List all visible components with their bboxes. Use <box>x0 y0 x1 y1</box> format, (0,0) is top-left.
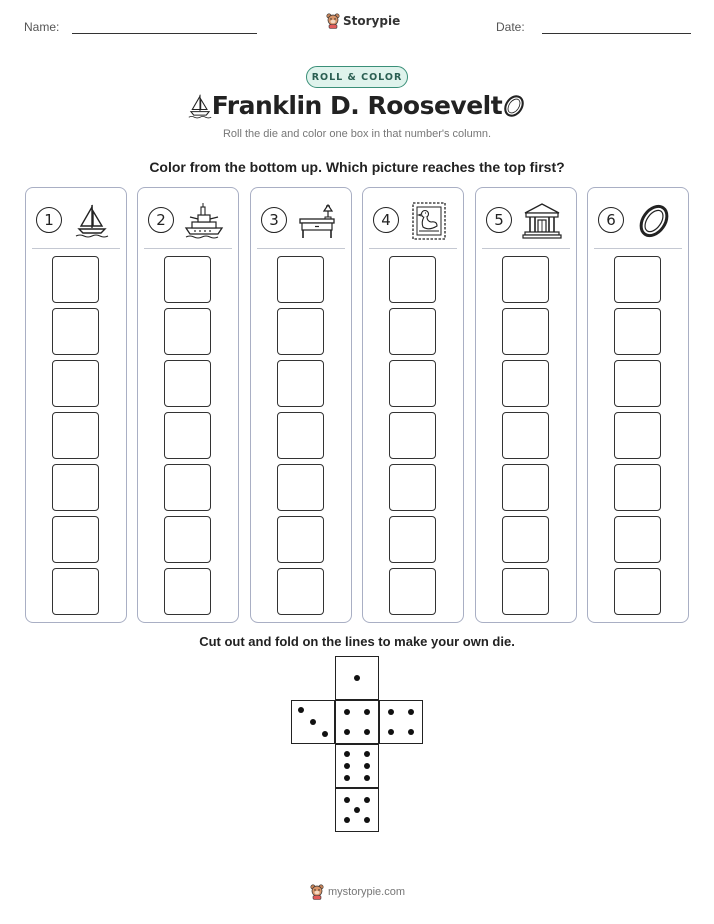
duck-stamp-icon <box>409 202 449 240</box>
color-box[interactable] <box>502 464 549 511</box>
color-box[interactable] <box>389 360 436 407</box>
color-box[interactable] <box>52 464 99 511</box>
die-pip <box>364 797 370 803</box>
bear-mascot-icon <box>310 884 324 900</box>
color-box[interactable] <box>52 412 99 459</box>
die-pip <box>364 751 370 757</box>
color-box[interactable] <box>389 464 436 511</box>
die-face-6 <box>335 744 379 788</box>
column-number: 5 <box>486 207 512 233</box>
die-pip <box>408 709 414 715</box>
die-pip <box>344 817 350 823</box>
color-box[interactable] <box>389 308 436 355</box>
color-box[interactable] <box>389 516 436 563</box>
die-pip <box>344 797 350 803</box>
date-label: Date: <box>496 20 525 34</box>
die-pip <box>344 709 350 715</box>
color-box[interactable] <box>164 568 211 615</box>
color-box[interactable] <box>389 568 436 615</box>
color-box[interactable] <box>277 360 324 407</box>
bear-mascot-icon <box>326 13 340 29</box>
column-divider <box>369 248 457 249</box>
die-face-4 <box>335 700 379 744</box>
color-box[interactable] <box>502 360 549 407</box>
column-1 <box>25 187 127 623</box>
color-box[interactable] <box>502 308 549 355</box>
color-box[interactable] <box>614 256 661 303</box>
die-face-5 <box>335 788 379 832</box>
die-instruction: Cut out and fold on the lines to make your own die. <box>199 634 515 649</box>
desk-icon <box>297 202 337 240</box>
color-box[interactable] <box>614 412 661 459</box>
name-label: Name: <box>24 20 60 34</box>
column-number: 6 <box>598 207 624 233</box>
column-number: 4 <box>373 207 399 233</box>
column-divider <box>594 248 682 249</box>
color-box[interactable] <box>164 516 211 563</box>
color-box[interactable] <box>614 360 661 407</box>
die-pip <box>388 729 394 735</box>
color-box[interactable] <box>614 516 661 563</box>
column-5 <box>475 187 577 623</box>
color-box[interactable] <box>52 308 99 355</box>
column-4 <box>362 187 464 623</box>
color-box[interactable] <box>164 464 211 511</box>
die-pip <box>344 751 350 757</box>
color-box[interactable] <box>52 568 99 615</box>
column-number: 1 <box>36 207 62 233</box>
die-pip <box>364 763 370 769</box>
die-pip <box>354 807 360 813</box>
die-pip <box>298 707 304 713</box>
name-line[interactable] <box>72 33 257 34</box>
column-3 <box>250 187 352 623</box>
color-instruction: Color from the bottom up. Which picture reaches the top first? <box>149 159 565 175</box>
die-pip <box>364 709 370 715</box>
column-number: 2 <box>148 207 174 233</box>
ring-icon <box>500 92 528 120</box>
color-box[interactable] <box>614 308 661 355</box>
die-pip <box>408 729 414 735</box>
die-pip <box>364 817 370 823</box>
die-pip <box>322 731 328 737</box>
color-box[interactable] <box>164 360 211 407</box>
building-icon <box>522 202 562 240</box>
column-6 <box>587 187 689 623</box>
color-box[interactable] <box>52 360 99 407</box>
date-line[interactable] <box>542 33 691 34</box>
color-box[interactable] <box>164 412 211 459</box>
die-face-2 <box>379 700 423 744</box>
sailboat-icon <box>72 202 112 240</box>
column-divider <box>144 248 232 249</box>
brand-name: Storypie <box>343 14 401 28</box>
color-box[interactable] <box>277 464 324 511</box>
die-pip <box>310 719 316 725</box>
footer <box>310 884 405 900</box>
color-box[interactable] <box>277 516 324 563</box>
page-title: Franklin D. Roosevelt <box>211 91 503 120</box>
color-box[interactable] <box>614 464 661 511</box>
color-box[interactable] <box>502 568 549 615</box>
die-pip <box>344 775 350 781</box>
footer-url[interactable]: mystorypie.com <box>328 886 406 898</box>
ring-icon <box>634 202 674 240</box>
color-box[interactable] <box>614 568 661 615</box>
color-box[interactable] <box>164 256 211 303</box>
die-face-3 <box>291 700 335 744</box>
column-divider <box>32 248 120 249</box>
die-pip <box>344 763 350 769</box>
color-box[interactable] <box>52 256 99 303</box>
color-box[interactable] <box>502 516 549 563</box>
column-divider <box>257 248 345 249</box>
color-box[interactable] <box>277 568 324 615</box>
color-box[interactable] <box>52 516 99 563</box>
color-box[interactable] <box>164 308 211 355</box>
color-box[interactable] <box>277 256 324 303</box>
battleship-icon <box>184 202 224 240</box>
die-pip <box>364 729 370 735</box>
die-pip <box>354 675 360 681</box>
die-pip <box>344 729 350 735</box>
die-pip <box>364 775 370 781</box>
die-pip <box>388 709 394 715</box>
color-box[interactable] <box>277 412 324 459</box>
brand-logo <box>326 13 400 29</box>
color-box[interactable] <box>389 412 436 459</box>
color-box[interactable] <box>277 308 324 355</box>
color-box[interactable] <box>389 256 436 303</box>
roll-color-badge: ROLL & COLOR <box>306 66 408 88</box>
column-number: 3 <box>261 207 287 233</box>
color-box[interactable] <box>502 412 549 459</box>
column-2 <box>137 187 239 623</box>
color-box[interactable] <box>502 256 549 303</box>
subtitle: Roll the die and color one box in that number's column. <box>222 128 492 140</box>
die-face-1 <box>335 656 379 700</box>
column-divider <box>482 248 570 249</box>
